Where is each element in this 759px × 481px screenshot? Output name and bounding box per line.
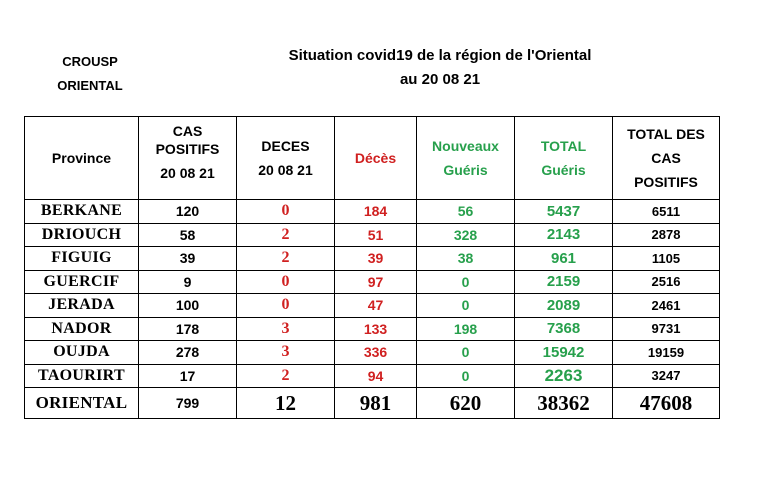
header-total-gueris-line: Guéris — [541, 162, 586, 178]
organization-label — [40, 50, 140, 98]
deces-day-cell: 0 — [237, 200, 335, 224]
total-gueris-cell: 961 — [515, 247, 613, 271]
cas-positifs-cell: 278 — [139, 341, 237, 365]
province-name: JERADA — [25, 294, 139, 318]
header-total-cas-line: CAS — [651, 150, 681, 166]
total-gueris-cell: 2159 — [515, 270, 613, 294]
total-gueris-cell: 38362 — [515, 388, 613, 419]
org-line-2: ORIENTAL — [57, 78, 123, 93]
total-gueris-cell: 5437 — [515, 200, 613, 224]
header-cas-positifs-line: POSITIFS — [155, 141, 220, 157]
total-cas-positifs-cell: 799 — [139, 388, 237, 419]
deces-day-cell: 2 — [237, 223, 335, 247]
nouveaux-gueris-cell: 56 — [417, 200, 515, 224]
total-row — [25, 388, 720, 419]
cas-positifs-cell: 58 — [139, 223, 237, 247]
cas-positifs-cell: 120 — [139, 200, 237, 224]
header-total-gueris — [515, 117, 613, 200]
deces-day-cell: 0 — [237, 294, 335, 318]
deces-day-cell: 2 — [237, 247, 335, 271]
header-deces-day-line: 20 08 21 — [258, 162, 313, 178]
total-gueris-cell: 15942 — [515, 341, 613, 365]
header-cas-positifs-line: 20 08 21 — [160, 165, 215, 181]
cas-positifs-cell: 9 — [139, 270, 237, 294]
deces-total-cell: 184 — [335, 200, 417, 224]
deces-total-cell: 51 — [335, 223, 417, 247]
deces-total-cell: 39 — [335, 247, 417, 271]
table-row — [25, 200, 720, 224]
table-row — [25, 364, 720, 388]
nouveaux-gueris-cell: 0 — [417, 294, 515, 318]
nouveaux-gueris-cell: 328 — [417, 223, 515, 247]
covid-situation-table — [24, 116, 720, 419]
total-cas-cell: 6511 — [613, 200, 720, 224]
cas-positifs-cell: 39 — [139, 247, 237, 271]
header-total-cas-line: TOTAL DES — [627, 126, 705, 142]
cas-positifs-cell: 100 — [139, 294, 237, 318]
header-total-cas-line: POSITIFS — [634, 174, 698, 190]
org-line-1: CROUSP — [62, 54, 118, 69]
nouveaux-gueris-cell: 0 — [417, 364, 515, 388]
deces-day-cell: 3 — [237, 341, 335, 365]
deces-total-cell: 133 — [335, 317, 417, 341]
total-gueris-cell: 2143 — [515, 223, 613, 247]
header-nouveaux-gueris-line: Guéris — [443, 162, 488, 178]
header-cas-positifs — [139, 117, 237, 200]
deces-day-cell: 3 — [237, 317, 335, 341]
nouveaux-gueris-cell: 0 — [417, 270, 515, 294]
cas-positifs-cell: 17 — [139, 364, 237, 388]
total-gueris-cell: 2263 — [515, 364, 613, 388]
total-cas-cell: 3247 — [613, 364, 720, 388]
total-cas-cell: 9731 — [613, 317, 720, 341]
header-cas-positifs-line: CAS — [172, 125, 203, 137]
header-row — [25, 117, 720, 200]
table-row — [25, 317, 720, 341]
header-total-cas-positifs — [613, 117, 720, 200]
header-deces-total — [335, 117, 417, 200]
total-deces-cell: 981 — [335, 388, 417, 419]
province-name: OUJDA — [25, 341, 139, 365]
header-deces-day-line: DECES — [261, 138, 310, 154]
header-nouveaux-gueris — [417, 117, 515, 200]
total-cas-cell: 19159 — [613, 341, 720, 365]
nouveaux-gueris-cell: 0 — [417, 341, 515, 365]
deces-total-cell: 94 — [335, 364, 417, 388]
region-name: ORIENTAL — [25, 388, 139, 419]
deces-total-cell: 47 — [335, 294, 417, 318]
nouveaux-gueris-cell: 38 — [417, 247, 515, 271]
province-name: TAOURIRT — [25, 364, 139, 388]
province-name: BERKANE — [25, 200, 139, 224]
deces-total-cell: 97 — [335, 270, 417, 294]
total-gueris-cell: 7368 — [515, 317, 613, 341]
province-name: GUERCIF — [25, 270, 139, 294]
title-line-2: au 20 08 21 — [399, 71, 481, 88]
province-name: NADOR — [25, 317, 139, 341]
deces-day-cell: 2 — [237, 364, 335, 388]
table-row — [25, 341, 720, 365]
total-cas-cell: 47608 — [613, 388, 720, 419]
total-cas-cell: 2461 — [613, 294, 720, 318]
total-gueris-cell: 2089 — [515, 294, 613, 318]
table-row — [25, 270, 720, 294]
title-line-1: Situation covid19 de la région de l'Oriental — [288, 47, 592, 64]
deces-total-cell: 336 — [335, 341, 417, 365]
total-cas-cell: 2516 — [613, 270, 720, 294]
total-cas-cell: 2878 — [613, 223, 720, 247]
province-name: FIGUIG — [25, 247, 139, 271]
table-row — [25, 294, 720, 318]
header-nouveaux-gueris-line: Nouveaux — [432, 138, 499, 154]
total-deces-day-cell: 12 — [237, 388, 335, 419]
total-nouveaux-gueris-cell: 620 — [417, 388, 515, 419]
deces-day-cell: 0 — [237, 270, 335, 294]
nouveaux-gueris-cell: 198 — [417, 317, 515, 341]
total-cas-cell: 1105 — [613, 247, 720, 271]
header-deces-total-line: Décès — [354, 150, 397, 166]
header-province-line: Province — [51, 150, 112, 166]
province-name: DRIOUCH — [25, 223, 139, 247]
table-row — [25, 223, 720, 247]
header-province — [25, 117, 139, 200]
document-title — [230, 44, 650, 92]
cas-positifs-cell: 178 — [139, 317, 237, 341]
header-total-gueris-line: TOTAL — [540, 138, 587, 154]
table-row — [25, 247, 720, 271]
header-deces-day — [237, 117, 335, 200]
